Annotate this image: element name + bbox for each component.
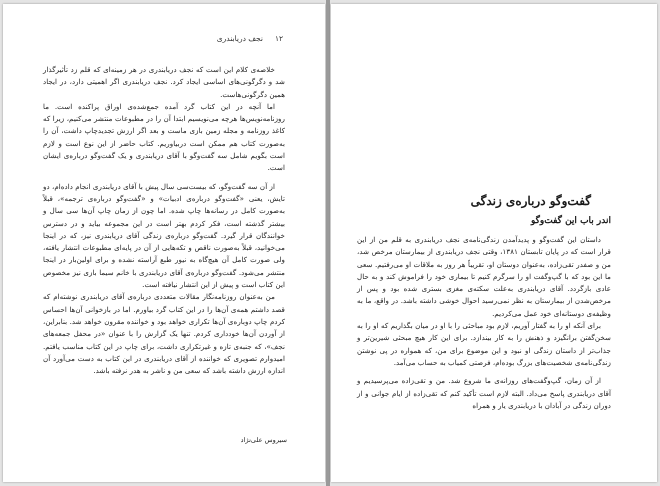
preface-text (43, 64, 285, 377)
paragraph: داستان این گفت‌وگو و پدیدآمدن زندگی‌نامه‌ی نجف دریابندری به قلم من از این قرار است که در پایان تابستان ۱۳۸۱، وقتی نجف دریابندری از بیمارستان مرخص شد، من و صفدر تقی‌زاده، به‌عنوان دوستان او، تقریباً هر روز به ملاقات او می‌رفتیم. سعی ما این بود که با گپ‌وگفت او را سرگرم کنیم تا بیماری خود را فراموش کند و به حال عادی بازگردد. آقای دریابندری به‌علت سکته‌ی مغزی بستری شده بود و پس از مرخص‌شدن از بیمارستان به نظر نمی‌رسید احوال خوشی داشته باشد. در واقع، ما به وظیفه‌ی دوستانه‌ای خود عمل می‌کردیم. (357, 235, 611, 318)
running-title: نجف دریابندری (216, 34, 263, 43)
book-gutter (326, 0, 330, 486)
left-page (3, 4, 325, 482)
paragraph: از آن سه گفت‌وگو، که بیست‌سی سال پیش با آقای دریابندری انجام داده‌ام، دو تایش، یعنی «گفت‌وگو درباره‌ی ادبیات» و «گفت‌وگو درباره‌ی ترجمه»، قبلاً به‌صورت کامل در رسانه‌ها چاپ شده. اما چون از زمان چاپ آن‌ها سی سال و بیشتر گذشته است، فکر کردم بهتر است در این مجموعه بیاید و در دسترس خوانندگان قرار گیرد. گفت‌وگو درباره‌ی زندگی آقای دریابندری نیز، که در اینجا می‌خوانید، قبلاً به‌صورت ناقص و تکه‌هایی از آن در پایه‌ای مطبوعات انتشار یافته، ولی صورت کامل آن هیچ‌گاه به نیور طبع آراسته نشده و برای اولین‌بار در اینجا منتشر می‌شود. گفت‌وگو درباره‌ی آقای دریابندری با خانم سیما بازی نیز مخصوص این کتاب است و پیش از این انتشار نیافته است. (43, 181, 285, 290)
chapter-text (357, 234, 611, 412)
paragraph: من به‌عنوان روزنامه‌نگار مقالات متعددی درباره‌ی آقای دریابندری نوشته‌ام که قصد داشتم همه‌ی آن‌ها را در این کتاب گرد بیاورم. اما در بازخوانی آن‌ها احساس کردم چاپ دوباره‌ی آن‌ها تکراری خواهد بود و خواننده مقرون خواهد شد. بنابراین، از آوردن آن‌ها خودداری کردم. تنها یک گزارش را با عنوان «در محفل جمعه‌های نجف»، که جنبه‌ی تازه و غیرتکراری داشت، برای چاپ در این کتاب مناسب یافتم. امیدوارم تصویری که خواننده از آقای دریابندری در این کتاب به دست می‌آورد آن اندازه ارزش داشته باشد که سعی من و ناشر به هدر نرفته باشد. (43, 292, 285, 376)
section-title: اندر باب این گفت‌وگو (530, 216, 611, 226)
chapter-title: گفت‌وگو درباره‌ی زندگی (470, 194, 591, 208)
paragraph: خلاصه‌ی کلام این است که نجف دریابندری در هر زمینه‌ای که قلم زد تأثیرگذار شد و دگرگونی‌های اساسی ایجاد کرد. نجف دریابندری اگر اهمیتی دارد، در ایجاد همین دگرگونی‌هاست. (43, 65, 285, 99)
author-signature: سیروس علی‌نژاد (240, 436, 287, 444)
page-number: ۱۲ (274, 34, 283, 43)
paragraph: از آن زمان، گپ‌وگفت‌های روزانه‌ی ما شروع شد. من و تقی‌زاده می‌پرسیدیم و آقای دریابندری پاسخ می‌داد. البته لازم است تأکید کنم که تقی‌زاده از ایام جوانی و از دوران زندگی در آبادان با دریابندری یار و همراه (357, 376, 611, 410)
right-page (331, 4, 657, 482)
paragraph: اما آنچه در این کتاب گرد آمده جمع‌شده‌ی اوراق پراکنده است. ما روزنامه‌نویس‌ها هرچه می‌نویسیم ابتدا آن را در مطبوعات منتشر می‌کنیم، زیرا که کاغذ روزنامه و مجله زمین بازی ماست و بعد اگر ارزش تجدیدچاپ داشت، آن را به‌صورت کتاب هم ممکن است دربیاوریم. کتاب حاضر از این نوع است و لازم است بگویم شامل سه گفت‌وگو با آقای دریابندری و یک گفت‌وگو درباره‌ی ایشان است. (43, 101, 285, 173)
paragraph: برای آنکه او را به گفتار آوریم، لازم بود مباحثی را با او در میان بگذاریم که او را به سخن‌گفتن برانگیزد و ذهنش را به کار بیندازد. برای این کار هیچ مبحثی شیرین‌تر و جذاب‌تر از داستان زندگی او نبود و این موضوع برای من، که همواره در پی نوشتن زندگی‌نامه‌ی شخصیت‌های بزرگ بوده‌ام، فرصتی کمیاب به حساب می‌آمد. (357, 321, 611, 367)
